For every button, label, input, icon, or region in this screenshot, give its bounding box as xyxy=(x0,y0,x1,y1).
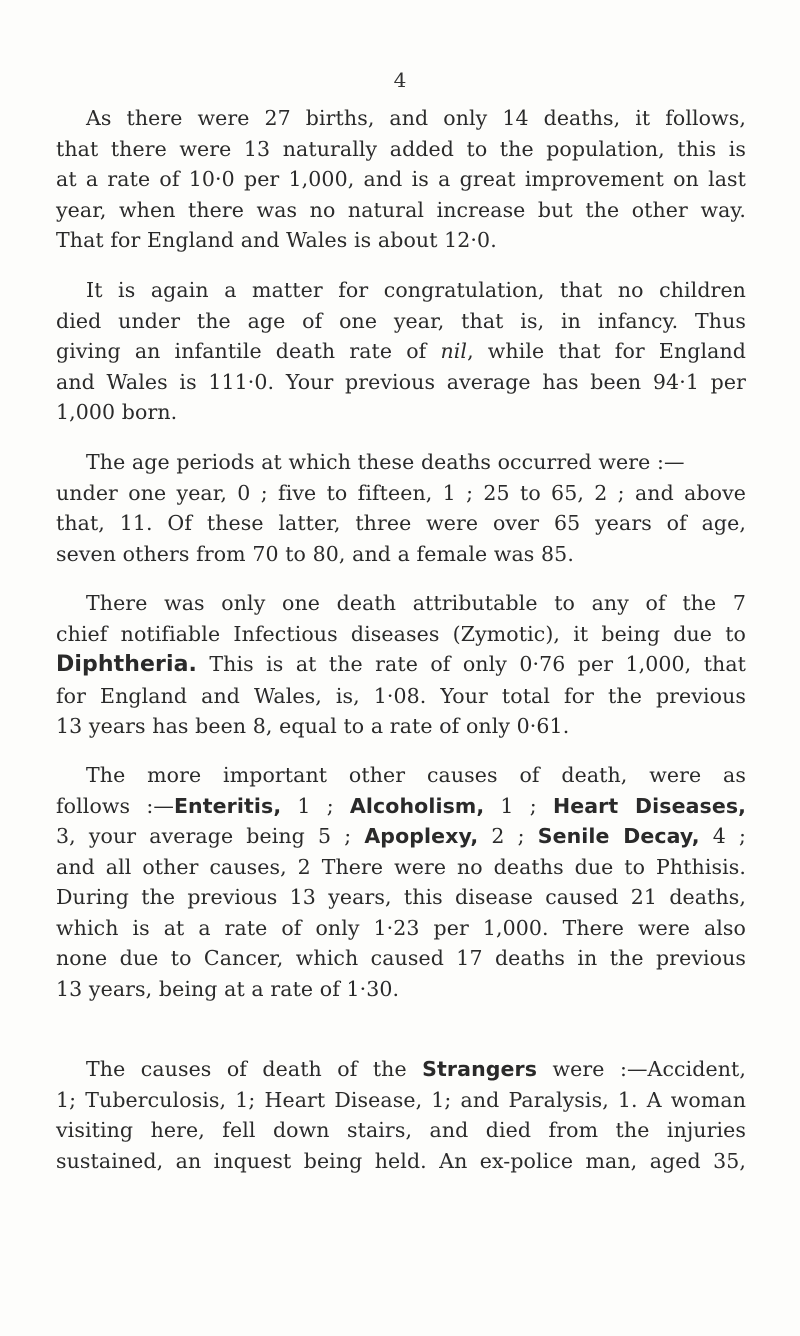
paragraph-strangers xyxy=(56,1054,746,1176)
text-line xyxy=(56,336,746,367)
text-run: were :—Accident, xyxy=(537,1057,746,1081)
text-line: none due to Cancer, which caused 17 deaths in the previous xyxy=(56,946,746,970)
heading-strangers: Strangers xyxy=(422,1057,538,1081)
text-line: The age periods at which these deaths occurred were :— xyxy=(86,450,685,474)
text-line: chief notifiable Infectious diseases (Zymotic), it being due to xyxy=(56,621,746,646)
text-line xyxy=(56,1054,746,1085)
text-line: under one year, 0 ; five to fifteen, 1 ; 25 to 65, 2 ; and above xyxy=(56,480,746,505)
cause-apoplexy: Apoplexy, xyxy=(364,824,479,848)
cause-heart-diseases: Heart Diseases, xyxy=(552,793,747,818)
paragraph-other-causes xyxy=(56,760,746,1004)
text-line: and Wales is 111·0. Your previous average has been 94·1 per xyxy=(56,369,746,394)
text-line: for England and Wales, is, 1·08. Your total for the previous xyxy=(56,683,746,708)
text-line: As there were 27 births, and only 14 deaths, it follows, xyxy=(86,106,746,130)
text-run: , while that for England xyxy=(467,339,746,363)
text-run: 2 ; xyxy=(478,824,538,848)
cause-senile-decay: Senile Decay, xyxy=(537,824,700,848)
text-line: that, 11. Of these latter, three were over 65 years of age, xyxy=(56,511,746,535)
cause-enteritis: Enteritis, xyxy=(173,793,282,818)
text-run: This is at the rate of only 0·76 per 1,000, that xyxy=(197,652,746,676)
text-line: which is at a rate of only 1·23 per 1,000. There were also xyxy=(56,915,746,940)
heading-diphtheria: Diphtheria. xyxy=(56,652,198,677)
text-line: 1; Tuberculosis, 1; Heart Disease, 1; and Paralysis, 1. A woman xyxy=(56,1087,746,1112)
text-run: 4 ; xyxy=(699,824,747,848)
text-line xyxy=(56,821,746,852)
text-line: There was only one death attributable to any of the 7 xyxy=(86,591,746,615)
text-line: sustained, an inquest being held. An ex-police man, aged 35, xyxy=(56,1148,746,1173)
text-run: 1 ; xyxy=(484,793,553,818)
text-line: 13 years has been 8, equal to a rate of only 0·61. xyxy=(56,714,570,738)
text-line: 1,000 born. xyxy=(56,400,178,424)
text-line: That for England and Wales is about 12·0. xyxy=(56,228,497,252)
text-line: It is again a matter for congratulation, that no children xyxy=(86,278,746,302)
text-run: giving an infantile death rate of xyxy=(56,339,441,363)
text-line: The more important other causes of death, were as xyxy=(86,763,746,787)
text-run: The causes of death of the xyxy=(86,1057,423,1081)
text-line: visiting here, fell down stairs, and died from the injuries xyxy=(56,1118,746,1142)
cause-alcoholism: Alcoholism, xyxy=(349,793,485,818)
text-run: follows :— xyxy=(56,793,174,818)
text-line xyxy=(56,649,746,681)
paragraph-infant-mortality xyxy=(56,275,746,428)
text-line xyxy=(56,791,746,822)
text-line: that there were 13 naturally added to the population, this is xyxy=(56,136,746,161)
italic-nil: nil xyxy=(440,339,468,363)
text-run: 1 ; xyxy=(281,793,350,818)
text-run: 3, your average being 5 ; xyxy=(56,824,365,848)
paragraph-infectious-diseases xyxy=(56,588,746,742)
paragraph-births-deaths xyxy=(56,103,746,256)
text-line: at a rate of 10·0 per 1,000, and is a great improvement on last xyxy=(56,167,746,191)
text-line: died under the age of one year, that is, in infancy. Thus xyxy=(56,308,746,333)
paragraph-age-periods xyxy=(56,447,746,569)
text-line: During the previous 13 years, this disease caused 21 deaths, xyxy=(56,885,746,909)
text-line: 13 years, being at a rate of 1·30. xyxy=(56,976,400,1001)
text-line: and all other causes, 2 There were no deaths due to Phthisis. xyxy=(56,854,746,879)
text-line: year, when there was no natural increase but the other way. xyxy=(56,197,746,222)
page-number: 4 xyxy=(393,68,407,92)
text-line: seven others from 70 to 80, and a female was 85. xyxy=(56,541,574,566)
